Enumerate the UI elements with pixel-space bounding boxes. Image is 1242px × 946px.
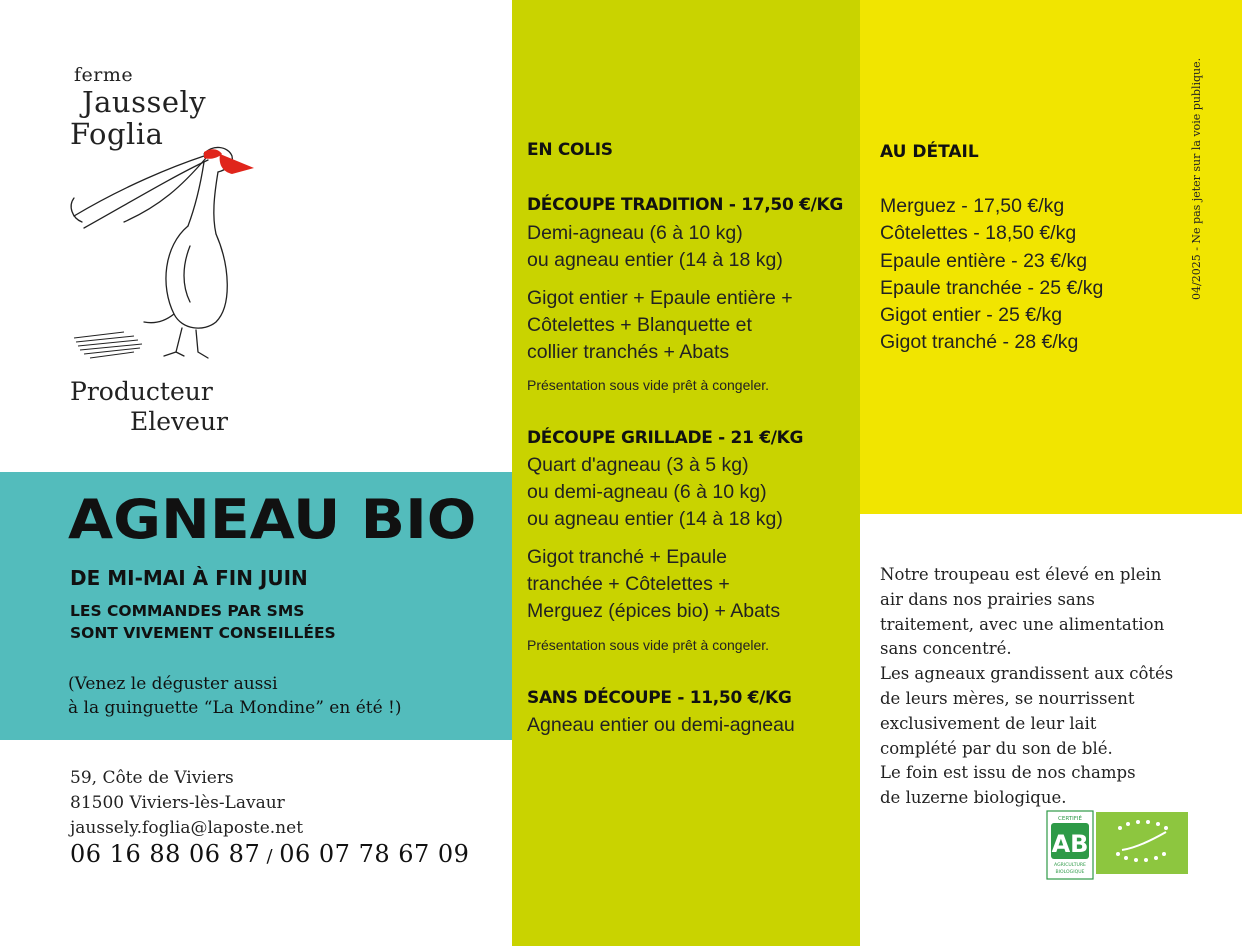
- promo-season: DE MI-MAI À FIN JUIN: [70, 566, 308, 590]
- contact-email[interactable]: jaussely.foglia@laposte.net: [70, 818, 304, 838]
- story-line: Les agneaux grandissent aux côtés: [880, 664, 1174, 684]
- tradition-contents: [527, 285, 793, 366]
- grillade-weight-2: ou demi-agneau (6 à 10 kg): [527, 481, 767, 503]
- story-line: Notre troupeau est élevé en plein: [880, 565, 1162, 584]
- story-line: Le foin est issu de nos champs: [880, 763, 1136, 783]
- detail-item: Gigot tranché - 28 €/kg: [880, 331, 1079, 354]
- ab-top-label: CERTIFIÉ: [1058, 816, 1082, 822]
- detail-item: Epaule tranchée - 25 €/kg: [880, 276, 1104, 299]
- story-line: de luzerne biologique.: [880, 788, 1067, 808]
- grillade-content-1: Gigot tranché + Epaule: [527, 546, 728, 568]
- colis-heading: EN COLIS: [527, 140, 613, 160]
- story-line: de leurs mères, se nourrissent: [880, 688, 1135, 708]
- phone-separator: /: [260, 846, 280, 867]
- story-line: complété par du son de blé.: [880, 738, 1113, 758]
- grillade-title: DÉCOUPE GRILLADE - 21 €/KG: [527, 428, 804, 448]
- phone-numbers: [70, 840, 469, 868]
- story-line: exclusivement de leur lait: [880, 713, 1097, 733]
- address-city: 81500 Viviers-lès-Lavaur: [70, 793, 285, 813]
- ab-bottom-label-2: BIOLOGIQUE: [1055, 870, 1085, 875]
- grillade-weight-1: Quart d'agneau (3 à 5 kg): [527, 454, 749, 476]
- tradition-note: Présentation sous vide prêt à congeler.: [527, 377, 770, 393]
- ab-bottom-label-1: AGRICULTURE: [1054, 863, 1086, 868]
- detail-item: Gigot entier - 25 €/kg: [880, 304, 1063, 327]
- promo-note-line-1: (Venez le déguster aussi: [68, 674, 278, 694]
- farm-story: [880, 563, 1210, 811]
- story-line: sans concentré.: [880, 639, 1012, 659]
- tradition-weight-2: ou agneau entier (14 à 18 kg): [527, 249, 783, 271]
- tradition-title: DÉCOUPE TRADITION - 17,50 €/KG: [527, 195, 844, 215]
- promo-title: AGNEAU BIO: [68, 488, 477, 551]
- tradition-content-2: Côtelettes + Blanquette et: [527, 314, 752, 336]
- story-line: air dans nos prairies sans: [880, 589, 1095, 609]
- grillade-content-3: Merguez (épices bio) + Abats: [527, 600, 781, 622]
- print-date-note: 04/2025 - Ne pas jeter sur la voie publique.: [1190, 57, 1203, 300]
- colis-column: [512, 0, 860, 946]
- detail-panel: [860, 0, 1242, 514]
- detail-item: Merguez - 17,50 €/kg: [880, 195, 1065, 217]
- duck-illustration: [64, 126, 274, 370]
- detail-item: Epaule entière - 23 €/kg: [880, 249, 1088, 272]
- producer-tagline: [70, 377, 228, 437]
- brand-name-2: Foglia: [70, 117, 164, 151]
- address-block: [70, 766, 303, 841]
- tagline-producteur: Producteur: [70, 377, 213, 406]
- promo-note: [68, 672, 402, 720]
- tradition-content-3: collier tranchés + Abats: [527, 341, 730, 363]
- organic-certification-logo: [1046, 810, 1189, 880]
- phone-2[interactable]: 06 07 78 67 09: [279, 840, 470, 868]
- address-street: 59, Côte de Viviers: [70, 768, 234, 788]
- ab-logo-text: AB: [1051, 830, 1089, 858]
- promo-orders-line-1: LES COMMANDES PAR SMS: [70, 602, 305, 620]
- left-column: [0, 0, 512, 946]
- tradition-weights: [527, 220, 783, 274]
- story-line: traitement, avec une alimentation: [880, 614, 1165, 634]
- brand-ferme: ferme: [74, 64, 134, 86]
- promo-banner: [0, 472, 512, 740]
- grillade-weight-3: ou agneau entier (14 à 18 kg): [527, 508, 783, 530]
- sans-decoupe-line: Agneau entier ou demi-agneau: [527, 714, 795, 736]
- detail-heading: AU DÉTAIL: [880, 142, 979, 162]
- detail-price-list: [880, 193, 1103, 357]
- grillade-content-2: tranchée + Côtelettes +: [527, 573, 730, 595]
- grillade-contents: [527, 544, 780, 625]
- phone-1[interactable]: 06 16 88 06 87: [70, 840, 261, 868]
- promo-note-line-2: à la guinguette “La Mondine” en été !): [68, 698, 402, 718]
- tradition-weight-1: Demi-agneau (6 à 10 kg): [527, 222, 743, 244]
- detail-item: Côtelettes - 18,50 €/kg: [880, 222, 1077, 245]
- promo-orders: [70, 600, 336, 644]
- brand-name-1: Jaussely: [82, 85, 207, 119]
- sans-decoupe-title: SANS DÉCOUPE - 11,50 €/KG: [527, 688, 792, 708]
- promo-orders-line-2: SONT VIVEMENT CONSEILLÉES: [70, 624, 336, 642]
- grillade-note: Présentation sous vide prêt à congeler.: [527, 637, 770, 653]
- tagline-eleveur: Eleveur: [130, 407, 229, 436]
- grillade-weights: [527, 452, 783, 533]
- tradition-content-1: Gigot entier + Epaule entière +: [527, 287, 793, 309]
